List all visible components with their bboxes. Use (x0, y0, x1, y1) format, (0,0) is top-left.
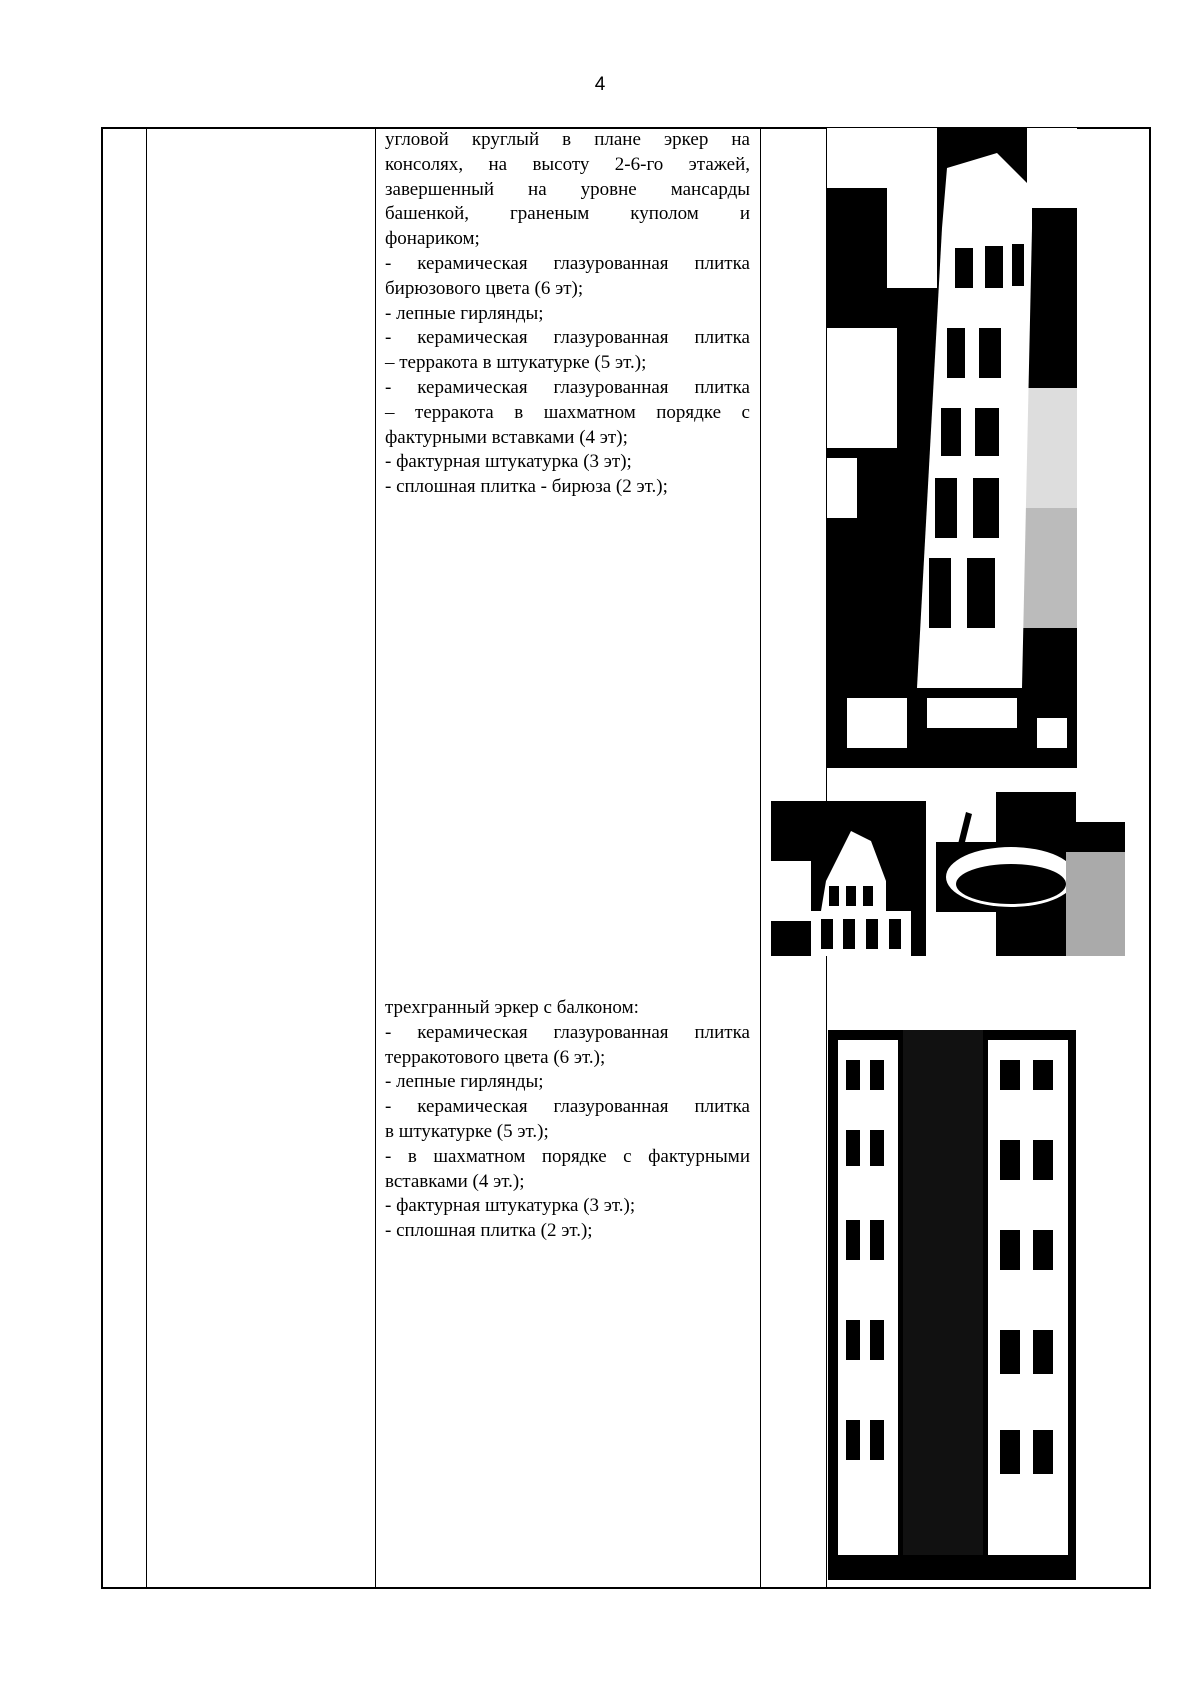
column-divider-2 (375, 129, 376, 1587)
column-divider-1 (146, 129, 147, 1587)
tower-top-graphic (771, 801, 926, 956)
column-divider-3 (760, 129, 761, 1587)
text-line: - фактурная штукатурка (3 эт.); (385, 1195, 636, 1217)
text-line: консолях, на высоту 2-6-го этажей, (385, 153, 750, 175)
text-line: - керамическая глазурованная плитка (385, 1021, 750, 1043)
text-line: - керамическая глазурованная плитка (385, 327, 750, 349)
text-line: фактурными вставками (4 эт); (385, 426, 628, 448)
text-line: фонариком; (385, 228, 480, 250)
text-line: в штукатурке (5 эт.); (385, 1120, 549, 1142)
description-block-three-sided-bay-window (385, 996, 750, 1244)
text-line: - сплошная плитка (2 эт.); (385, 1220, 593, 1242)
text-line: - сплошная плитка - бирюза (2 эт.); (385, 476, 668, 498)
facade-graphic (828, 990, 1076, 1580)
text-line: – терракота в шахматном порядке с (385, 401, 750, 423)
tower-photo-graphic (827, 128, 1077, 768)
dome-graphic (936, 792, 1125, 956)
text-line: – терракота в штукатурке (5 эт.); (385, 352, 647, 374)
text-line: угловой круглый в плане эркер на (385, 129, 750, 150)
text-line: - керамическая глазурованная плитка (385, 1096, 750, 1118)
text-line: вставками (4 эт.); (385, 1170, 525, 1192)
page-number: 4 (594, 74, 606, 95)
tower-corner-bay-window-photo (827, 128, 1077, 768)
text-line: - керамическая глазурованная плитка (385, 376, 750, 398)
dome-closeup-photo (936, 792, 1125, 956)
text-line: завершенный на уровне мансарды (385, 178, 750, 200)
text-line: башенкой, граненым куполом и (385, 203, 750, 225)
text-line: - лепные гирлянды; (385, 1071, 544, 1093)
text-line: - лепные гирлянды; (385, 302, 544, 324)
text-line: - керамическая глазурованная плитка (385, 252, 750, 274)
tower-top-detail-photo (771, 801, 926, 956)
text-line: бирюзового цвета (6 эт); (385, 277, 584, 299)
description-block-round-bay-window (385, 128, 750, 500)
text-line: - фактурная штукатурка (3 эт); (385, 451, 632, 473)
text-line: - в шахматном порядке с фактурными (385, 1145, 750, 1167)
text-line: трехгранный эркер с балконом: (385, 997, 639, 1018)
three-sided-bay-window-facade-photo (828, 990, 1076, 1580)
text-line: терракотового цвета (6 эт.); (385, 1046, 606, 1068)
